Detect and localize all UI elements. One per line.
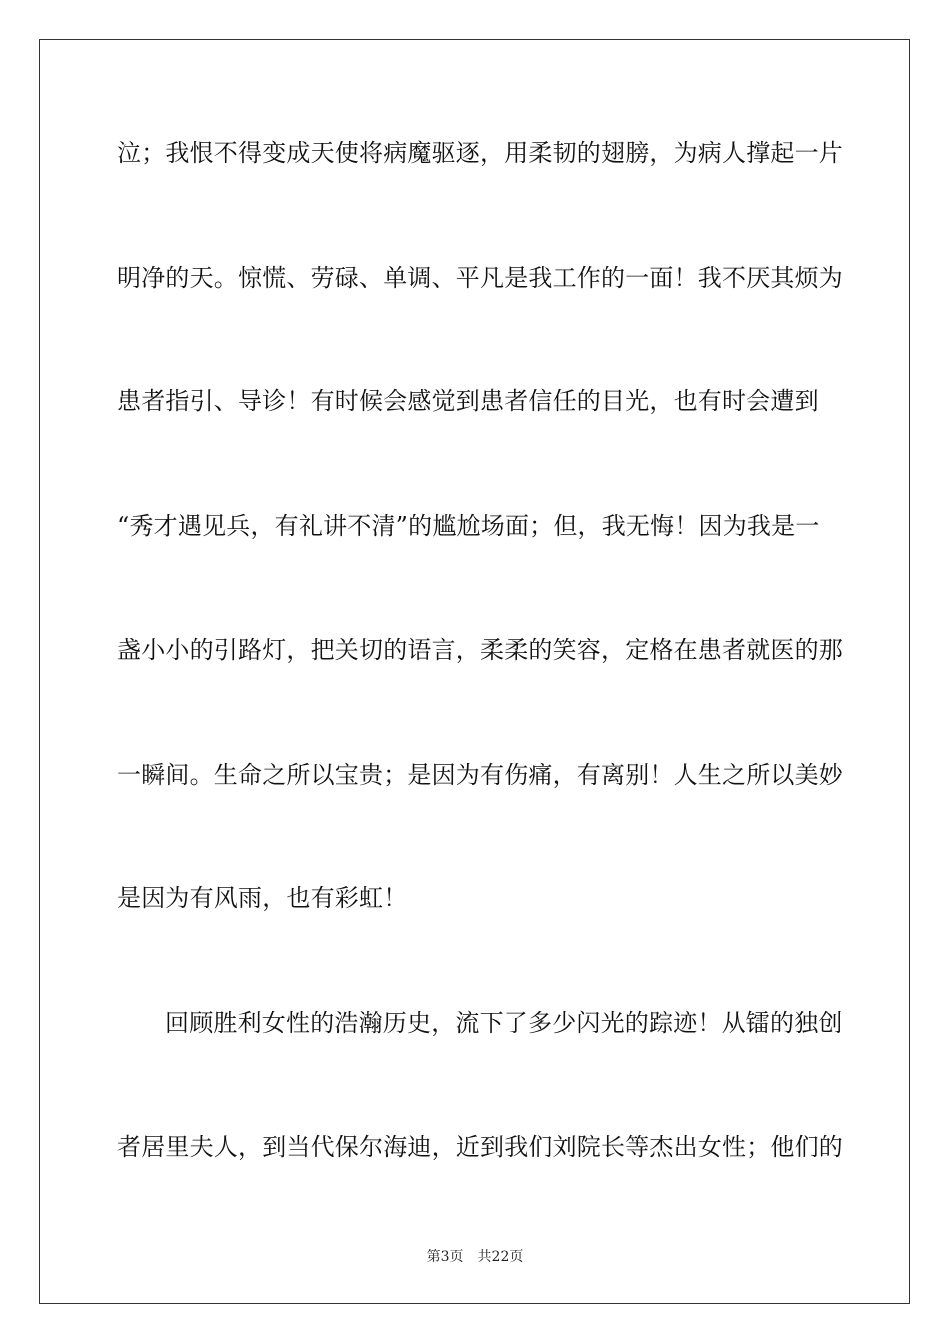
body-line-6: 一瞬间。生命之所以宝贵；是因为有伤痛，有离别！人生之所以美妙: [117, 761, 843, 789]
paragraph-2-line-2: 者居里夫人，到当代保尔海迪，近到我们刘院长等杰出女性；他们的: [117, 1133, 843, 1161]
body-line-1: 泣；我恨不得变成天使将病魔驱逐，用柔韧的翅膀，为病人撑起一片: [117, 139, 843, 167]
page-border: [39, 39, 910, 1304]
body-line-4: “秀才遇见兵，有礼讲不清”的尴尬场面；但，我无悔！因为我是一: [117, 512, 820, 540]
page-footer: [0, 1248, 950, 1266]
body-line-7: 是因为有风雨，也有彩虹！: [117, 884, 408, 912]
page-total: 共22页: [477, 1249, 524, 1265]
page-number: 第3页: [426, 1249, 464, 1265]
body-line-3: 患者指引、导诊！有时候会感觉到患者信任的目光，也有时会遭到: [117, 387, 819, 415]
paragraph-2-line-1: 回顾胜利女性的浩瀚历史，流下了多少闪光的踪迹！从镭的独创: [165, 1009, 843, 1037]
body-line-2: 明净的天。惊慌、劳碌、单调、平凡是我工作的一面！我不厌其烦为: [117, 264, 843, 292]
body-line-5: 盏小小的引路灯，把关切的语言，柔柔的笑容，定格在患者就医的那: [117, 636, 843, 664]
